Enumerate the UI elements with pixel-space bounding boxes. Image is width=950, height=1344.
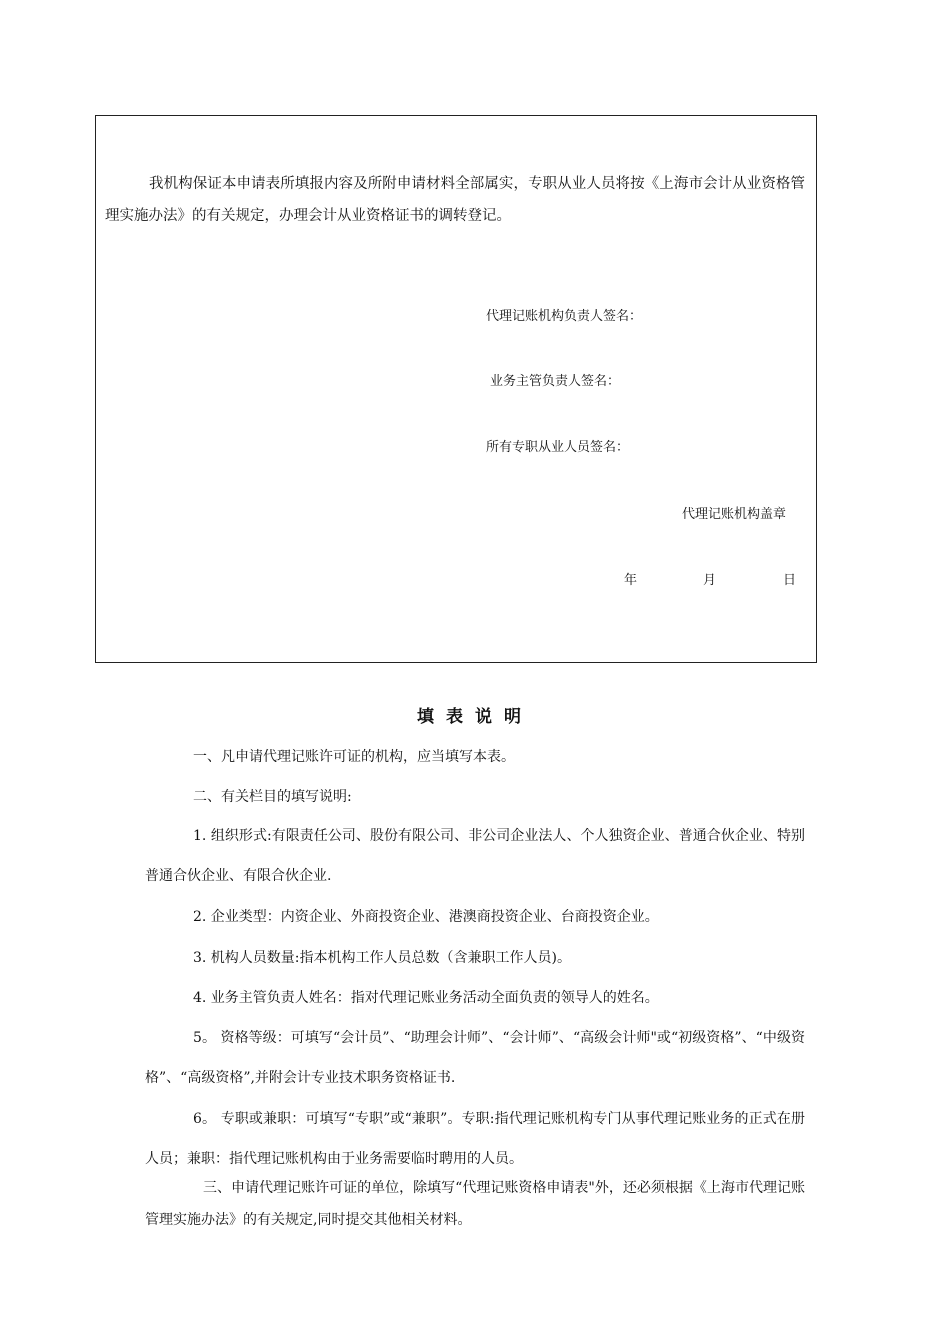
instructions-title: 填表说明 bbox=[417, 707, 533, 727]
instruction-sub-6: 6。 专职或兼职：可填写“专职”或“兼职”。专职:指代理记账机构专门从事代理记账业务的正式在册人员；兼职：指代理记账机构由于业务需要临时聘用的人员。 bbox=[145, 1111, 805, 1167]
instruction-sub-3: 3. 机构人员数量:指本机构工作人员总数（含兼职工作人员)。 bbox=[193, 950, 571, 966]
pledge-text: 我机构保证本申请表所填报内容及所附申请材料全部属实，专职从业人员将按《上海市会计从业资格管理实施办法》的有关规定，办理会计从业资格证书的调转登记。 bbox=[105, 176, 805, 224]
instruction-item-1: 一、凡申请代理记账许可证的机构，应当填写本表。 bbox=[193, 749, 515, 765]
instruction-item-3: 三、申请代理记账许可证的单位，除填写“代理记账资格申请表"外，还必须根据《上海市代理记账管理实施办法》的有关规定,同时提交其他相关材料。 bbox=[145, 1180, 805, 1228]
date-month: 月 bbox=[703, 573, 717, 588]
instruction-sub-4: 4. 业务主管负责人姓名：指对代理记账业务活动全面负责的领导人的姓名。 bbox=[193, 990, 659, 1006]
date-year: 年 bbox=[624, 573, 638, 588]
instruction-item-2: 二、有关栏目的填写说明: bbox=[193, 789, 352, 805]
instruction-sub-1: 1. 组织形式:有限责任公司、股份有限公司、非公司企业法人、个人独资企业、普通合伙企业、特别普通合伙企业、有限合伙企业. bbox=[145, 828, 805, 884]
date-day: 日 bbox=[783, 573, 797, 588]
instruction-sub-2: 2. 企业类型：内资企业、外商投资企业、港澳商投资企业、台商投资企业。 bbox=[193, 909, 659, 925]
signature-label-staff: 所有专职从业人员签名： bbox=[486, 440, 630, 455]
seal-label: 代理记账机构盖章 bbox=[682, 507, 787, 522]
instruction-sub-5: 5。 资格等级：可填写“会计员”、“助理会计师”、“会计师”、“高级会计师"或“初级资格”、“中级资格”、“高级资格”,并附会计专业技术职务资格证书. bbox=[145, 1030, 805, 1086]
signature-label-head: 代理记账机构负责人签名： bbox=[486, 309, 643, 324]
signature-label-business: 业务主管负责人签名： bbox=[490, 374, 621, 389]
